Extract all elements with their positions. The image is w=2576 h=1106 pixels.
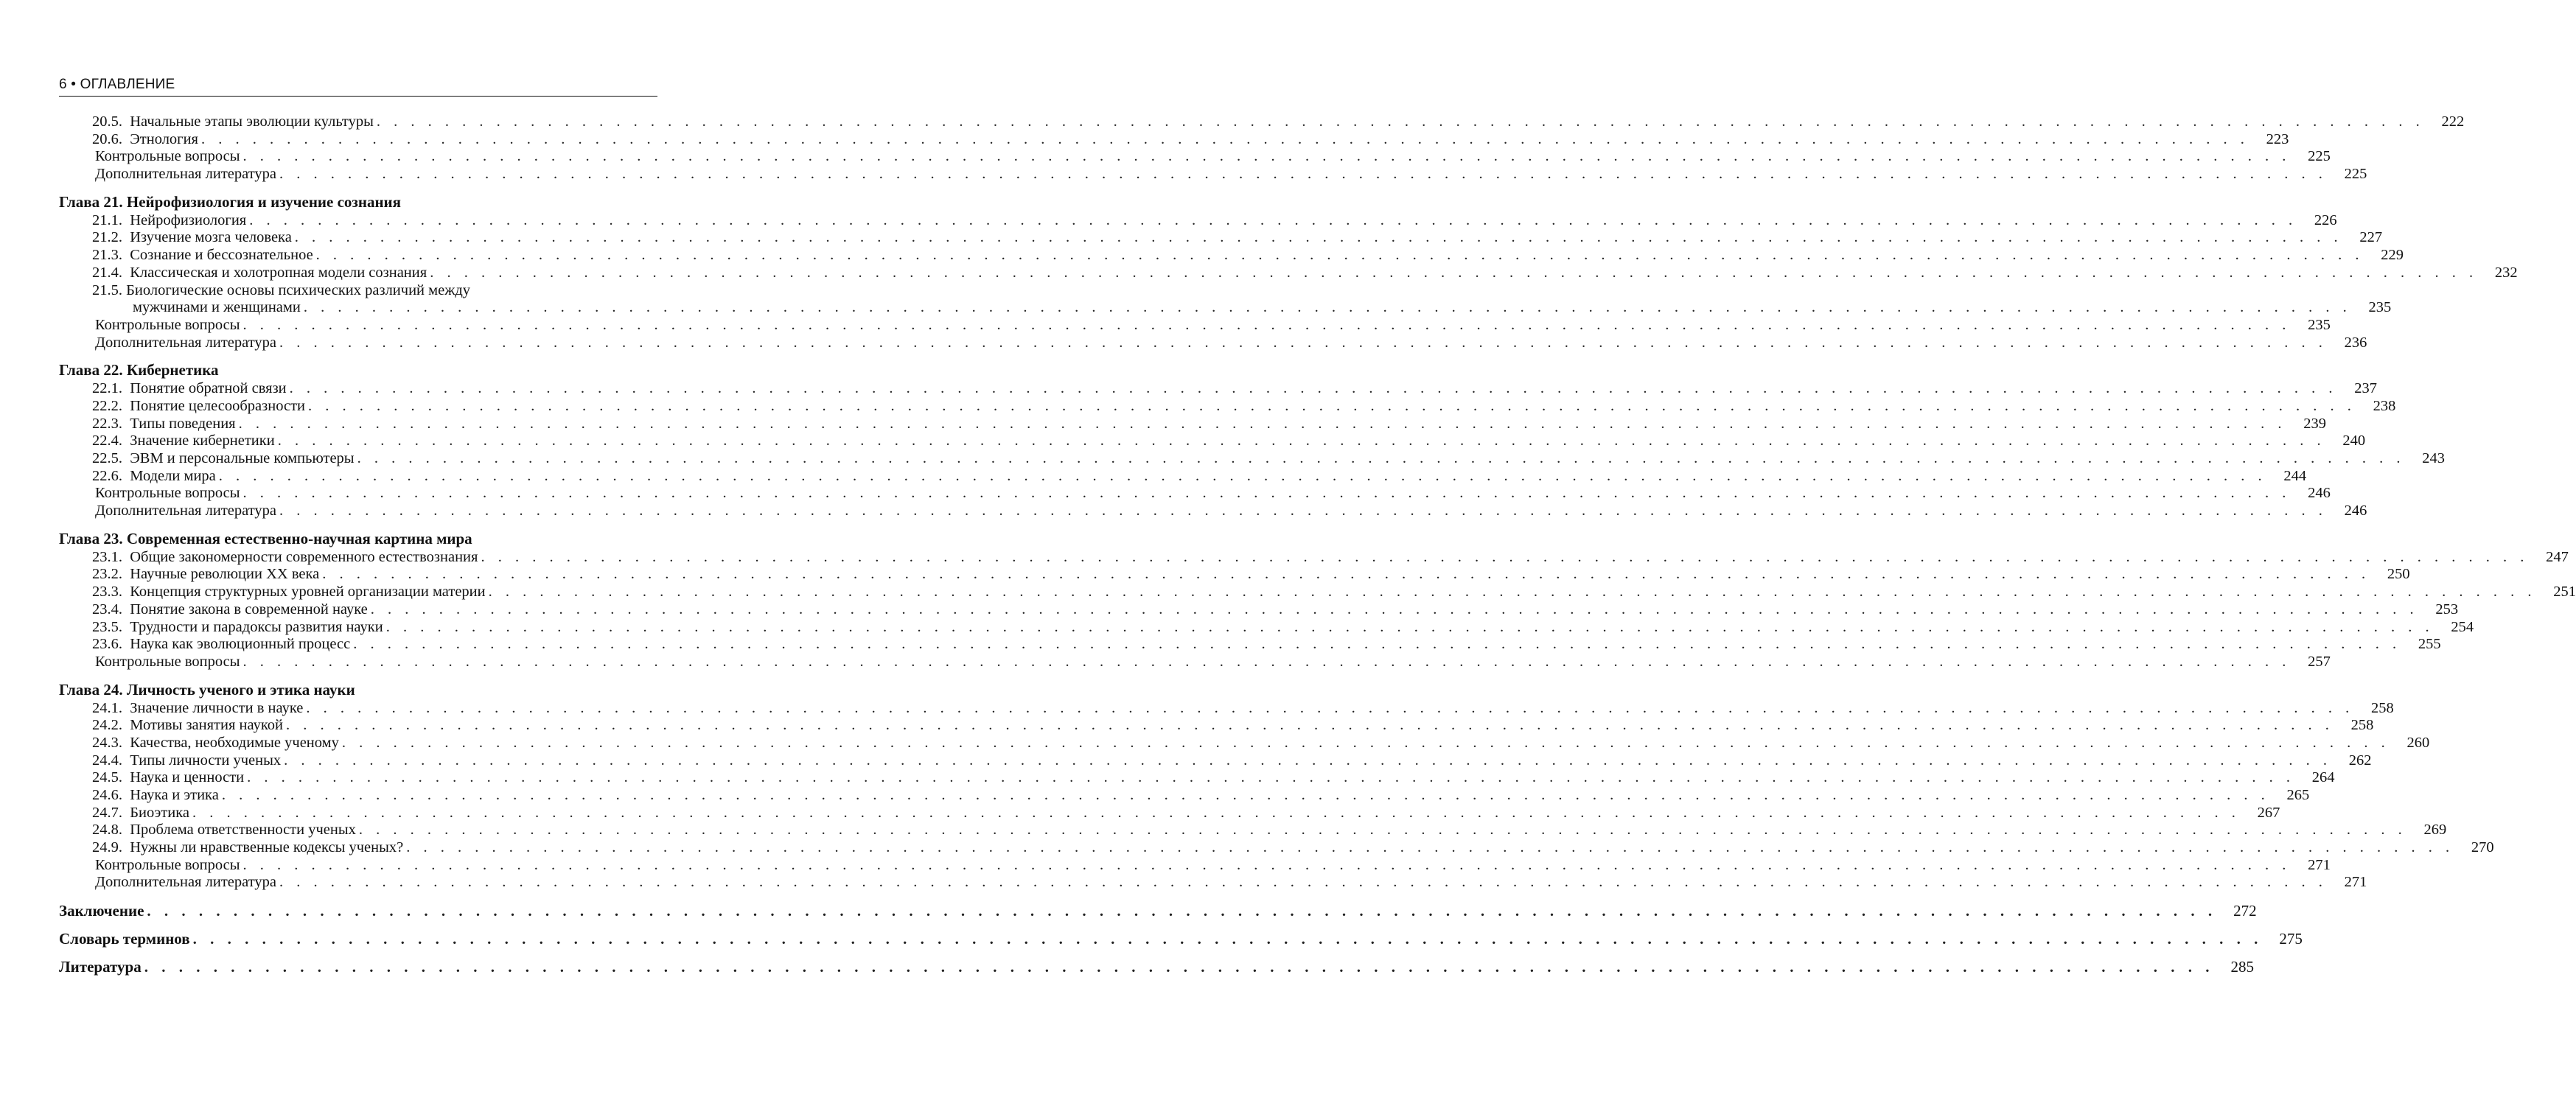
- back-matter-entry: [59, 902, 2257, 920]
- entry-title: Нужны ли нравственные кодексы ученых?: [130, 839, 404, 856]
- dot-leader: . . . . . . . . . . . . . . . . . . . . . . . . . . . . . . . . . . . . . . . . . . . . . . . . . . . . . . . . . . . . . . . . . . . . . . . . . . . . . . . . . . . . . . . . . . . . . . . . . . . . . . . . . . . . . . . . . . . . . . . .: [277, 433, 2326, 449]
- entry-continued-line: 21.5. Биологические основы психических различий между: [92, 281, 471, 298]
- entry-label: [92, 468, 216, 486]
- dot-leader: . . . . . . . . . . . . . . . . . . . . . . . . . . . . . . . . . . . . . . . . . . . . . . . . . . . . . . . . . . . . . . . . . . . . . . . . . . . . . . . . . . . . . . . . . . . . . . . . . . . . . . . . . . . . . . . . . . . . . . . .: [279, 334, 2328, 351]
- entry-title: мужчинами и женщинами: [133, 299, 301, 316]
- entry-title: Литература: [59, 958, 142, 976]
- toc-entry: [59, 503, 2367, 520]
- entry-page: 223: [2266, 130, 2289, 147]
- toc-entry: [59, 415, 2326, 433]
- entry-label: [92, 131, 198, 149]
- dot-leader: . . . . . . . . . . . . . . . . . . . . . . . . . . . . . . . . . . . . . . . . . . . . . . . . . . . . . . . . . . . . . . . . . . . . . . . . . . . . . . . . . . . . . . . . . . . . . . . . . . . . . . . . . . . . . . . . . . . . . . . .: [289, 380, 2338, 397]
- toc-entry: [59, 601, 2459, 619]
- entry-number: 24.2.: [92, 717, 130, 734]
- entry-page: 264: [2311, 769, 2335, 786]
- entry-label: [95, 317, 240, 335]
- entry-title: Словарь терминов: [59, 930, 190, 948]
- entry-number: 23.5.: [92, 618, 130, 635]
- entry-page: 237: [2354, 380, 2378, 397]
- toc-entry: [59, 769, 2335, 787]
- chapter-heading: Глава 21. Нейрофизиология и изучение сознания: [59, 192, 402, 211]
- dot-leader: . . . . . . . . . . . . . . . . . . . . . . . . . . . . . . . . . . . . . . . . . . . . . . . . . . . . . . . . . . . . . . . . . . . . . . . . . . . . . . . . . . . . . . . . . . . . . . . . . . . . . . . . . . . . . . . . . . . . . . . .: [385, 618, 2434, 635]
- entry-label: [92, 113, 374, 131]
- entry-label: [92, 636, 350, 654]
- entry-label: [95, 503, 276, 520]
- entry-title: Нейрофизиология: [130, 211, 247, 228]
- entry-page: 285: [2230, 958, 2254, 976]
- toc-entry: [59, 299, 2392, 317]
- entry-page: 244: [2283, 467, 2307, 484]
- dot-leader: . . . . . . . . . . . . . . . . . . . . . . . . . . . . . . . . . . . . . . . . . . . . . . . . . . . . . . . . . . . . . . . . . . . . . . . . . . . . . . . . . . . . . . . . . . . . . . . . . . . . . . . . . . . . . . . . . . . . . . . .: [306, 699, 2354, 716]
- entry-label: [95, 166, 276, 183]
- entry-title: Этнология: [130, 130, 198, 147]
- dot-leader: . . . . . . . . . . . . . . . . . . . . . . . . . . . . . . . . . . . . . . . . . . . . . . . . . . . . . . . . . . . . . . . . . . . . . . . . . . . . . . . . . . . . . . . . . . . . . . . . . . . . . . . . . . . . . . . . . . . . . . . .: [294, 229, 2343, 246]
- dot-leader: . . . . . . . . . . . . . . . . . . . . . . . . . . . . . . . . . . . . . . . . . . . . . . . . . . . . . . . . . . . . . . . . . . . . . . . . . . . . . . . . . . . . . . . . . . . . . . . . . . . . . . . . . . . . . . . . . . . . . . . .: [315, 247, 2364, 264]
- entry-title: Дополнительная литература: [95, 334, 276, 351]
- entry-page: 265: [2286, 787, 2310, 803]
- toc-entry: [59, 247, 2404, 265]
- dot-leader: . . . . . . . . . . . . . . . . . . . . . . . . . . . . . . . . . . . . . . . . . . . . . . . . . . . . . . . . . . . . . . . . . . . . . . . . . . . . . . . . . . . . . . . . . . . . . . . . . . . . . . . . . . . . . . . . . . . . . . . .: [406, 839, 2454, 856]
- entry-title: Сознание и бессознательное: [130, 247, 313, 264]
- entry-title: ЭВМ и персональные компьютеры: [130, 450, 355, 466]
- toc-entry: [59, 699, 2394, 718]
- entry-title: Контрольные вопросы: [95, 856, 240, 873]
- entry-title: Понятие целесообразности: [130, 397, 306, 414]
- entry-number: 22.5.: [92, 450, 130, 466]
- entry-number: 21.3.: [92, 247, 130, 264]
- back-matter-entry: [59, 930, 2303, 948]
- entry-title: Общие закономерности современного естествознания: [130, 548, 478, 565]
- toc-entry: [59, 734, 2430, 752]
- dot-leader: . . . . . . . . . . . . . . . . . . . . . . . . . . . . . . . . . . . . . . . . . . . . . . . . . . . . . . . . . . . . . . . . . . . . . . . . . . . . . . . . . . . . . . . . . . . . . . . . . . . . . . . . . . . . . . . . . . . . . . . .: [192, 930, 2263, 948]
- dot-leader: . . . . . . . . . . . . . . . . . . . . . . . . . . . . . . . . . . . . . . . . . . . . . . . . . . . . . . . . . . . . . . . . . . . . . . . . . . . . . . . . . . . . . . . . . . . . . . . . . . . . . . . . . . . . . . . . . . . . . . . .: [200, 130, 2249, 147]
- dot-leader: . . . . . . . . . . . . . . . . . . . . . . . . . . . . . . . . . . . . . . . . . . . . . . . . . . . . . . . . . . . . . . . . . . . . . . . . . . . . . . . . . . . . . . . . . . . . . . . . . . . . . . . . . . . . . . . . . . . . . . . .: [308, 397, 2356, 414]
- entry-page: 243: [2422, 450, 2445, 466]
- entry-title: Дополнительная литература: [95, 874, 276, 891]
- dot-leader: . . . . . . . . . . . . . . . . . . . . . . . . . . . . . . . . . . . . . . . . . . . . . . . . . . . . . . . . . . . . . . . . . . . . . . . . . . . . . . . . . . . . . . . . . . . . . . . . . . . . . . . . . . . . . . . . . . . . . . . .: [218, 467, 2267, 484]
- entry-page: 235: [2308, 316, 2331, 333]
- entry-title: Понятие обратной связи: [130, 380, 287, 397]
- entry-title: Типы поведения: [130, 415, 236, 432]
- toc-entry: [59, 450, 2445, 468]
- toc-entry: [59, 856, 2331, 875]
- toc-entry: [59, 636, 2441, 654]
- entry-page: 258: [2371, 699, 2394, 716]
- chapter-heading: Глава 23. Современная естественно-научная картина мира: [59, 529, 472, 547]
- header-bullet: •: [71, 77, 77, 92]
- entry-label: [133, 299, 301, 317]
- entry-label: [92, 805, 189, 822]
- entry-page: 225: [2308, 148, 2331, 165]
- entry-label: [95, 857, 240, 875]
- toc-entry: [59, 467, 2307, 486]
- toc-entry: [59, 397, 2396, 416]
- entry-page: 247: [2546, 548, 2569, 565]
- dot-leader: . . . . . . . . . . . . . . . . . . . . . . . . . . . . . . . . . . . . . . . . . . . . . . . . . . . . . . . . . . . . . . . . . . . . . . . . . . . . . . . . . . . . . . . . . . . . . . . . . . . . . . . . . . . . . . . . . . . . . . . .: [242, 148, 2291, 165]
- entry-page: 271: [2344, 874, 2367, 891]
- dot-leader: . . . . . . . . . . . . . . . . . . . . . . . . . . . . . . . . . . . . . . . . . . . . . . . . . . . . . . . . . . . . . . . . . . . . . . . . . . . . . . . . . . . . . . . . . . . . . . . . . . . . . . . . . . . . . . . . . . . . . . . .: [192, 804, 2241, 821]
- entry-label: [92, 416, 236, 433]
- toc-entry: [59, 584, 2576, 601]
- toc-entry: [59, 334, 2367, 352]
- entry-label: [92, 380, 287, 398]
- entry-title: Контрольные вопросы: [95, 653, 240, 670]
- entry-label: [92, 265, 427, 282]
- header-title: ОГЛАВЛЕНИЕ: [80, 77, 175, 92]
- toc-entry: [59, 874, 2367, 892]
- dot-leader: . . . . . . . . . . . . . . . . . . . . . . . . . . . . . . . . . . . . . . . . . . . . . . . . . . . . . . . . . . . . . . . . . . . . . . . . . . . . . . . . . . . . . . . . . . . . . . . . . . . . . . . . . . . . . . . . . . . . . . . .: [279, 166, 2328, 183]
- entry-number: 20.5.: [92, 113, 130, 130]
- entry-number: 23.2.: [92, 566, 130, 583]
- chapter-heading: Глава 22. Кибернетика: [59, 361, 219, 379]
- entry-title: Наука как эволюционный процесс: [130, 636, 351, 653]
- entry-title: Контрольные вопросы: [95, 148, 240, 165]
- entry-number: 20.6.: [92, 130, 130, 147]
- entry-page: 267: [2257, 804, 2280, 821]
- toc-entry: [59, 264, 2518, 282]
- entry-label: [92, 601, 368, 619]
- entry-number: 24.8.: [92, 822, 130, 839]
- entry-number: 21.1.: [92, 211, 130, 228]
- toc-entry: [59, 822, 2447, 839]
- entry-number: 24.4.: [92, 752, 130, 769]
- entry-label: [92, 787, 219, 805]
- entry-label: [92, 584, 486, 601]
- dot-leader: . . . . . . . . . . . . . . . . . . . . . . . . . . . . . . . . . . . . . . . . . . . . . . . . . . . . . . . . . . . . . . . . . . . . . . . . . . . . . . . . . . . . . . . . . . . . . . . . . . . . . . . . . . . . . . . . . . . . . . . .: [357, 450, 2405, 466]
- entry-page: 246: [2344, 503, 2367, 519]
- toc-entry: [59, 717, 2374, 735]
- entry-number: 24.3.: [92, 734, 130, 751]
- entry-number: 21.2.: [92, 229, 130, 246]
- entry-page: 227: [2359, 229, 2383, 246]
- dot-leader: . . . . . . . . . . . . . . . . . . . . . . . . . . . . . . . . . . . . . . . . . . . . . . . . . . . . . . . . . . . . . . . . . . . . . . . . . . . . . . . . . . . . . . . . . . . . . . . . . . . . . . . . . . . . . . . . . . . . . . . .: [488, 584, 2536, 601]
- dot-leader: . . . . . . . . . . . . . . . . . . . . . . . . . . . . . . . . . . . . . . . . . . . . . . . . . . . . . . . . . . . . . . . . . . . . . . . . . . . . . . . . . . . . . . . . . . . . . . . . . . . . . . . . . . . . . . . . . . . . . . . .: [481, 548, 2529, 565]
- entry-title: Значение кибернетики: [130, 433, 275, 449]
- entry-title: Модели мира: [130, 467, 216, 484]
- entry-number: 24.5.: [92, 769, 130, 786]
- entry-page: 270: [2471, 839, 2494, 856]
- entry-number: 24.7.: [92, 804, 130, 821]
- entry-page: 235: [2368, 299, 2392, 316]
- entry-number: 22.4.: [92, 433, 130, 449]
- entry-label: [92, 769, 244, 787]
- header-page-number: 6: [59, 77, 67, 92]
- entry-number: 24.6.: [92, 787, 130, 803]
- entry-page: 272: [2233, 902, 2257, 920]
- entry-page: 251: [2553, 584, 2576, 601]
- entry-page: 260: [2406, 734, 2430, 751]
- entry-page: 262: [2348, 752, 2372, 769]
- dot-leader: . . . . . . . . . . . . . . . . . . . . . . . . . . . . . . . . . . . . . . . . . . . . . . . . . . . . . . . . . . . . . . . . . . . . . . . . . . . . . . . . . . . . . . . . . . . . . . . . . . . . . . . . . . . . . . . . . . . . . . . .: [285, 717, 2334, 734]
- entry-number: 22.6.: [92, 467, 130, 484]
- entry-title: Заключение: [59, 902, 144, 920]
- entry-label: [92, 735, 339, 752]
- entry-label: [92, 717, 283, 735]
- entry-number: 23.1.: [92, 548, 130, 565]
- dot-leader: . . . . . . . . . . . . . . . . . . . . . . . . . . . . . . . . . . . . . . . . . . . . . . . . . . . . . . . . . . . . . . . . . . . . . . . . . . . . . . . . . . . . . . . . . . . . . . . . . . . . . . . . . . . . . . . . . . . . . . . .: [221, 787, 2270, 803]
- dot-leader: . . . . . . . . . . . . . . . . . . . . . . . . . . . . . . . . . . . . . . . . . . . . . . . . . . . . . . . . . . . . . . . . . . . . . . . . . . . . . . . . . . . . . . . . . . . . . . . . . . . . . . . . . . . . . . . . . . . . . . . .: [370, 601, 2419, 617]
- entry-title: Наука и ценности: [130, 769, 245, 786]
- entry-number: 24.1.: [92, 699, 130, 716]
- entry-label: [92, 822, 356, 839]
- toc-entry: [59, 752, 2372, 770]
- toc-entry: [59, 211, 2337, 230]
- entry-title: Типы личности ученых: [130, 752, 282, 769]
- toc-entry: [59, 485, 2331, 503]
- entry-page: 239: [2303, 415, 2326, 432]
- entry-page: 236: [2344, 334, 2367, 351]
- entry-label: [92, 700, 303, 718]
- entry-page: 257: [2308, 653, 2331, 670]
- entry-title: Дополнительная литература: [95, 166, 276, 183]
- entry-page: 246: [2308, 485, 2331, 502]
- dot-leader: . . . . . . . . . . . . . . . . . . . . . . . . . . . . . . . . . . . . . . . . . . . . . . . . . . . . . . . . . . . . . . . . . . . . . . . . . . . . . . . . . . . . . . . . . . . . . . . . . . . . . . . . . . . . . . . . . . . . . . . .: [430, 264, 2478, 281]
- entry-title: Проблема ответственности ученых: [130, 822, 356, 839]
- entry-label: [92, 839, 403, 857]
- dot-leader: . . . . . . . . . . . . . . . . . . . . . . . . . . . . . . . . . . . . . . . . . . . . . . . . . . . . . . . . . . . . . . . . . . . . . . . . . . . . . . . . . . . . . . . . . . . . . . . . . . . . . . . . . . . . . . . . . . . . . . . .: [376, 113, 2425, 130]
- entry-label: [95, 148, 240, 166]
- entry-title: Биоэтика: [130, 804, 189, 821]
- entry-label: [92, 433, 275, 450]
- entry-page: 232: [2494, 264, 2518, 281]
- entry-label: [92, 549, 478, 567]
- entry-title: Мотивы занятия наукой: [130, 717, 283, 734]
- dot-leader: . . . . . . . . . . . . . . . . . . . . . . . . . . . . . . . . . . . . . . . . . . . . . . . . . . . . . . . . . . . . . . . . . . . . . . . . . . . . . . . . . . . . . . . . . . . . . . . . . . . . . . . . . . . . . . . . . . . . . . . .: [322, 566, 2370, 583]
- dot-leader: . . . . . . . . . . . . . . . . . . . . . . . . . . . . . . . . . . . . . . . . . . . . . . . . . . . . . . . . . . . . . . . . . . . . . . . . . . . . . . . . . . . . . . . . . . . . . . . . . . . . . . . . . . . . . . . . . . . . . . . .: [341, 734, 2390, 751]
- entry-page: 250: [2387, 566, 2410, 583]
- entry-title: Качества, необходимые ученому: [130, 734, 339, 751]
- toc-entry: [59, 229, 2383, 247]
- entry-title: Научные революции XX века: [130, 566, 320, 583]
- entry-number: 23.4.: [92, 601, 130, 617]
- entry-page: 240: [2342, 433, 2366, 449]
- entry-label: [92, 398, 305, 416]
- entry-label: [92, 619, 383, 637]
- entry-title: Дополнительная литература: [95, 503, 276, 519]
- entry-label: [92, 566, 319, 584]
- entry-title: Начальные этапы эволюции культуры: [130, 113, 374, 130]
- toc-entry: [59, 380, 2378, 398]
- toc-entry: [59, 548, 2569, 567]
- entry-title: Концепция структурных уровней организации материи: [130, 584, 486, 601]
- entry-number: 23.3.: [92, 584, 130, 601]
- entry-label: [95, 654, 240, 671]
- dot-leader: . . . . . . . . . . . . . . . . . . . . . . . . . . . . . . . . . . . . . . . . . . . . . . . . . . . . . . . . . . . . . . . . . . . . . . . . . . . . . . . . . . . . . . . . . . . . . . . . . . . . . . . . . . . . . . . . . . . . . . . .: [353, 636, 2401, 653]
- entry-label: [95, 335, 276, 352]
- entry-page: 254: [2451, 618, 2474, 635]
- entry-page: 255: [2418, 636, 2441, 653]
- entry-page: 225: [2344, 166, 2367, 183]
- toc-entry: [59, 804, 2280, 822]
- dot-leader: . . . . . . . . . . . . . . . . . . . . . . . . . . . . . . . . . . . . . . . . . . . . . . . . . . . . . . . . . . . . . . . . . . . . . . . . . . . . . . . . . . . . . . . . . . . . . . . . . . . . . . . . . . . . . . . . . . . . . . . .: [242, 856, 2291, 873]
- entry-page: 253: [2435, 601, 2459, 617]
- entry-title: Трудности и парадоксы развития науки: [130, 618, 383, 635]
- entry-page: 226: [2314, 211, 2337, 228]
- toc-entry: [59, 316, 2331, 335]
- header-rule: [59, 96, 657, 97]
- entry-title: Контрольные вопросы: [95, 485, 240, 502]
- entry-title: Классическая и холотропная модели сознания: [130, 264, 427, 281]
- entry-title: Наука и этика: [130, 787, 219, 803]
- toc-entry: [59, 113, 2465, 131]
- dot-leader: . . . . . . . . . . . . . . . . . . . . . . . . . . . . . . . . . . . . . . . . . . . . . . . . . . . . . . . . . . . . . . . . . . . . . . . . . . . . . . . . . . . . . . . . . . . . . . . . . . . . . . . . . . . . . . . . . . . . . . . .: [358, 822, 2407, 839]
- entry-page: 229: [2381, 247, 2404, 264]
- entry-title: Значение личности в науке: [130, 699, 304, 716]
- dot-leader: . . . . . . . . . . . . . . . . . . . . . . . . . . . . . . . . . . . . . . . . . . . . . . . . . . . . . . . . . . . . . . . . . . . . . . . . . . . . . . . . . . . . . . . . . . . . . . . . . . . . . . . . . . . . . . . . . . . . . . . .: [242, 485, 2291, 502]
- entry-number: 22.2.: [92, 397, 130, 414]
- toc-entry: [59, 148, 2331, 166]
- dot-leader: . . . . . . . . . . . . . . . . . . . . . . . . . . . . . . . . . . . . . . . . . . . . . . . . . . . . . . . . . . . . . . . . . . . . . . . . . . . . . . . . . . . . . . . . . . . . . . . . . . . . . . . . . . . . . . . . . . . . . . . .: [147, 902, 2217, 920]
- toc-entry: [59, 566, 2410, 584]
- dot-leader: . . . . . . . . . . . . . . . . . . . . . . . . . . . . . . . . . . . . . . . . . . . . . . . . . . . . . . . . . . . . . . . . . . . . . . . . . . . . . . . . . . . . . . . . . . . . . . . . . . . . . . . . . . . . . . . . . . . . . . . .: [238, 415, 2286, 432]
- entry-label: [95, 485, 240, 503]
- entry-page: 269: [2423, 822, 2447, 839]
- dot-leader: . . . . . . . . . . . . . . . . . . . . . . . . . . . . . . . . . . . . . . . . . . . . . . . . . . . . . . . . . . . . . . . . . . . . . . . . . . . . . . . . . . . . . . . . . . . . . . . . . . . . . . . . . . . . . . . . . . . . . . . .: [144, 958, 2214, 976]
- dot-leader: . . . . . . . . . . . . . . . . . . . . . . . . . . . . . . . . . . . . . . . . . . . . . . . . . . . . . . . . . . . . . . . . . . . . . . . . . . . . . . . . . . . . . . . . . . . . . . . . . . . . . . . . . . . . . . . . . . . . . . . .: [242, 653, 2291, 670]
- table-of-contents: [59, 113, 2576, 976]
- entry-label: [92, 752, 281, 770]
- toc-entry: [59, 130, 2289, 149]
- entry-page: 258: [2350, 717, 2374, 734]
- back-matter-entry: [59, 958, 2254, 976]
- toc-entry: [59, 433, 2366, 450]
- dot-leader: . . . . . . . . . . . . . . . . . . . . . . . . . . . . . . . . . . . . . . . . . . . . . . . . . . . . . . . . . . . . . . . . . . . . . . . . . . . . . . . . . . . . . . . . . . . . . . . . . . . . . . . . . . . . . . . . . . . . . . . .: [279, 503, 2328, 519]
- entry-number: 22.3.: [92, 415, 130, 432]
- dot-leader: . . . . . . . . . . . . . . . . . . . . . . . . . . . . . . . . . . . . . . . . . . . . . . . . . . . . . . . . . . . . . . . . . . . . . . . . . . . . . . . . . . . . . . . . . . . . . . . . . . . . . . . . . . . . . . . . . . . . . . . .: [284, 752, 2332, 769]
- toc-entry: [59, 653, 2331, 671]
- entry-title: Понятие закона в современной науке: [130, 601, 368, 617]
- toc-entry: [59, 787, 2310, 805]
- toc-entry: [59, 618, 2474, 637]
- chapter-heading: Глава 24. Личность ученого и этика науки: [59, 680, 355, 699]
- entry-label: [95, 874, 276, 892]
- running-head: [59, 77, 175, 93]
- entry-number: 23.6.: [92, 636, 130, 653]
- toc-entry: [59, 166, 2367, 183]
- entry-page: 271: [2308, 856, 2331, 873]
- entry-label: [92, 450, 355, 468]
- entry-label: [92, 212, 246, 230]
- entry-label: [92, 229, 292, 247]
- dot-leader: . . . . . . . . . . . . . . . . . . . . . . . . . . . . . . . . . . . . . . . . . . . . . . . . . . . . . . . . . . . . . . . . . . . . . . . . . . . . . . . . . . . . . . . . . . . . . . . . . . . . . . . . . . . . . . . . . . . . . . . .: [247, 769, 2295, 786]
- entry-page: 275: [2279, 930, 2303, 948]
- entry-label: [92, 247, 313, 265]
- entry-number: 22.1.: [92, 380, 130, 397]
- entry-number: 21.4.: [92, 264, 130, 281]
- dot-leader: . . . . . . . . . . . . . . . . . . . . . . . . . . . . . . . . . . . . . . . . . . . . . . . . . . . . . . . . . . . . . . . . . . . . . . . . . . . . . . . . . . . . . . . . . . . . . . . . . . . . . . . . . . . . . . . . . . . . . . . .: [303, 299, 2352, 316]
- entry-title: Контрольные вопросы: [95, 316, 240, 333]
- entry-page: 222: [2441, 113, 2465, 130]
- dot-leader: . . . . . . . . . . . . . . . . . . . . . . . . . . . . . . . . . . . . . . . . . . . . . . . . . . . . . . . . . . . . . . . . . . . . . . . . . . . . . . . . . . . . . . . . . . . . . . . . . . . . . . . . . . . . . . . . . . . . . . . .: [242, 316, 2291, 333]
- entry-title: Изучение мозга человека: [130, 229, 292, 246]
- entry-number: 24.9.: [92, 839, 130, 856]
- dot-leader: . . . . . . . . . . . . . . . . . . . . . . . . . . . . . . . . . . . . . . . . . . . . . . . . . . . . . . . . . . . . . . . . . . . . . . . . . . . . . . . . . . . . . . . . . . . . . . . . . . . . . . . . . . . . . . . . . . . . . . . .: [279, 874, 2328, 891]
- entry-page: 238: [2373, 397, 2396, 414]
- dot-leader: . . . . . . . . . . . . . . . . . . . . . . . . . . . . . . . . . . . . . . . . . . . . . . . . . . . . . . . . . . . . . . . . . . . . . . . . . . . . . . . . . . . . . . . . . . . . . . . . . . . . . . . . . . . . . . . . . . . . . . . .: [249, 211, 2297, 228]
- toc-entry: [59, 839, 2494, 857]
